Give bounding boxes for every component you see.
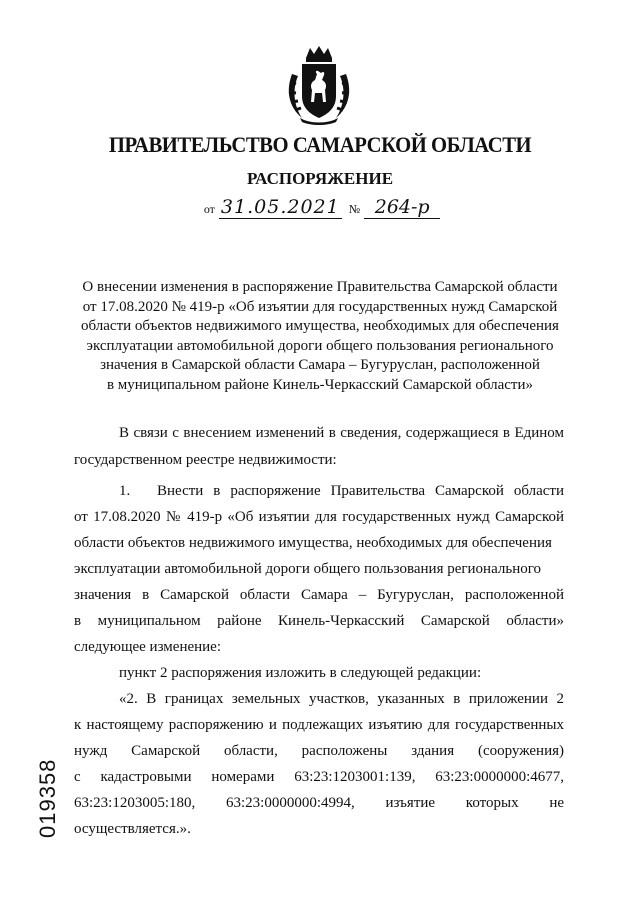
date-prefix: от [203, 202, 215, 216]
preamble-line: В связи с внесением изменений в сведения, содержащиеся в Едином [119, 425, 564, 441]
side-stamp-number: 019358 [35, 758, 60, 838]
item-1-line: в муниципальном районе Кинель-Черкасский Самарской области» [74, 613, 564, 629]
quote-line: с кадастровыми номерами 63:23:1203001:139, 63:23:0000000:4677, [74, 769, 564, 785]
quote-line: нужд Самарской области, расположены здания (сооружения) [74, 743, 564, 759]
quote-line: 63:23:1203005:180, 63:23:0000000:4994, изъятие которых не [74, 795, 564, 811]
sub-instruction: пункт 2 распоряжения изложить в следующей редакции: [119, 665, 482, 681]
heading-line: в муниципальном районе Кинель-Черкасский Самарской области» [106, 376, 534, 393]
quote-first-line: «2. В границах земельных участков, указанных в приложении 2 [119, 691, 564, 707]
date-number-line [0, 196, 640, 219]
heading-line: области объектов недвижимого имущества, необходимых для обеспечения [81, 318, 559, 334]
number-prefix: № [348, 202, 361, 216]
item-1-first-text: Внести в распоряжение Правительства Самарской области [157, 483, 564, 499]
handwritten-number: 264-р [364, 196, 440, 219]
item-1-line: значения в Самарской области Самара – Бугуруслан, расположенной [74, 587, 564, 603]
heading-line: от 17.08.2020 № 419-р «Об изъятии для государственных нужд Самарской [82, 298, 558, 315]
quote-line: осуществляется.». [74, 821, 191, 837]
document-type: РАСПОРЯЖЕНИЕ [246, 169, 394, 188]
samara-coat-of-arms-icon [284, 44, 354, 126]
item-1-line: области объектов недвижимого имущества, необходимых для обеспечения [74, 535, 552, 551]
item-1-line: следующее изменение: [74, 639, 222, 655]
heading-line: О внесении изменения в распоряжение Правительства Самарской области [82, 279, 558, 295]
heading-line: эксплуатации автомобильной дороги общего пользования регионального [86, 337, 554, 354]
item-1-number: 1. [119, 483, 131, 499]
government-title: ПРАВИТЕЛЬСТВО САМАРСКОЙ ОБЛАСТИ [108, 132, 532, 157]
quote-line: к настоящему распоряжению и подлежащих изъятию для государственных [74, 717, 564, 733]
handwritten-date: 31.05.2021 [220, 196, 340, 218]
document-heading [70, 278, 570, 395]
preamble-line: государственном реестре недвижимости: [74, 452, 337, 468]
item-1-line: эксплуатации автомобильной дороги общего пользования регионального [74, 561, 541, 577]
heading-line: значения в Самарской области Самара – Бугуруслан, расположенной [100, 357, 540, 373]
item-1-first-line [74, 481, 564, 501]
item-1-line: от 17.08.2020 № 419-р «Об изъятии для государственных нужд Самарской [74, 509, 564, 525]
